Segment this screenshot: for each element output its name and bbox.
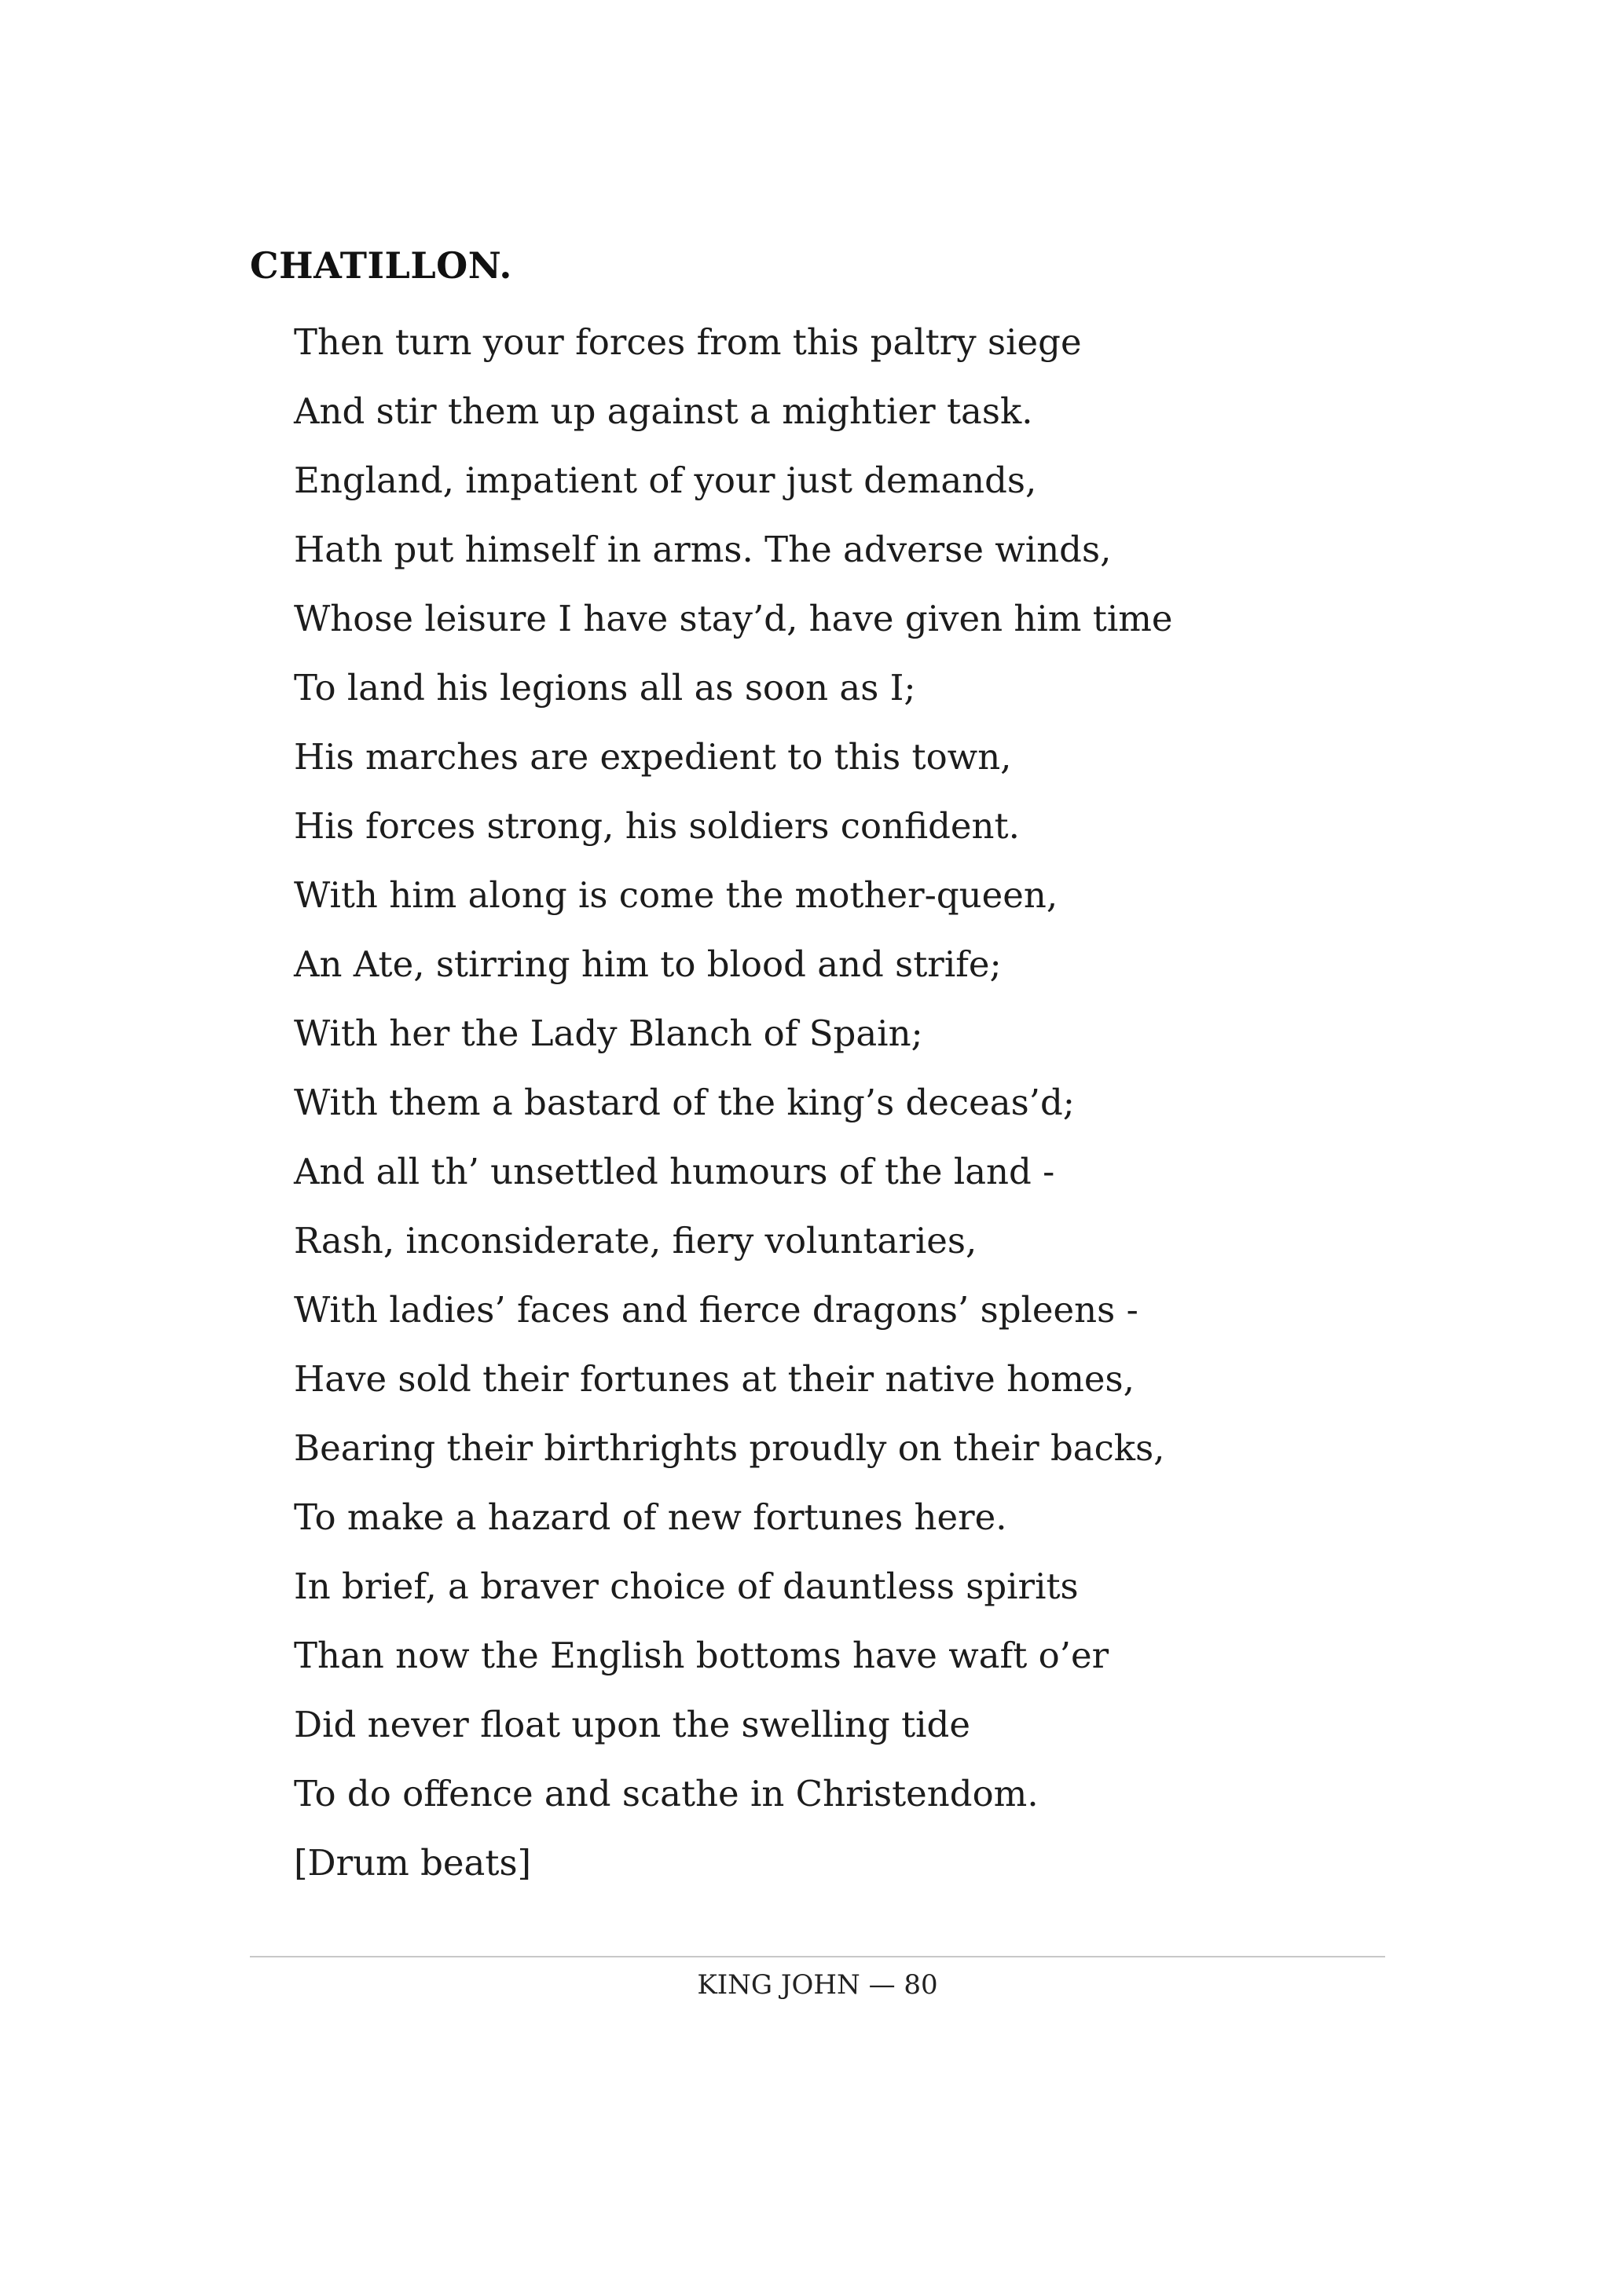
verse-line: And all th’ unsettled humours of the land - [294,1151,1055,1192]
verse-line: With her the Lady Blanch of Spain; [294,1013,923,1054]
verse-line: Hath put himself in arms. The adverse winds, [294,529,1112,570]
footer-divider [250,1956,1385,1957]
verse-line: To land his legions all as soon as I; [294,667,916,709]
verse-line: Bearing their birthrights proudly on their backs, [294,1427,1165,1469]
verse-line: Did never float upon the swelling tide [294,1704,970,1745]
verse-line: An Ate, stirring him to blood and strife; [294,943,1002,985]
verse-line: With ladies’ faces and fierce dragons’ spleens - [294,1289,1138,1331]
verse-block [294,308,1173,1898]
verse-line: Rash, inconsiderate, fiery voluntaries, [294,1220,977,1262]
verse-line: And stir them up against a mightier task. [294,390,1033,432]
verse-line: His marches are expedient to this town, [294,736,1012,778]
verse-line: His forces strong, his soldiers confident. [294,805,1020,847]
verse-line: In brief, a braver choice of dauntless spirits [294,1565,1079,1607]
verse-line: Then turn your forces from this paltry siege [294,321,1082,363]
speaker-name: CHATILLON. [250,244,512,287]
verse-line: England, impatient of your just demands, [294,460,1037,501]
verse-line: Whose leisure I have stay’d, have given him time [294,598,1173,639]
verse-line: With him along is come the mother-queen, [294,874,1058,916]
stage-direction: [Drum beats] [294,1842,532,1884]
verse-line: To make a hazard of new fortunes here. [294,1496,1007,1538]
verse-line: Have sold their fortunes at their native homes, [294,1358,1135,1400]
verse-line: To do offence and scathe in Christendom. [294,1773,1039,1814]
verse-line: Than now the English bottoms have waft o’er [294,1635,1109,1676]
verse-line: With them a bastard of the king’s deceas’d; [294,1082,1075,1123]
running-footer: KING JOHN — 80 [697,1969,938,2001]
